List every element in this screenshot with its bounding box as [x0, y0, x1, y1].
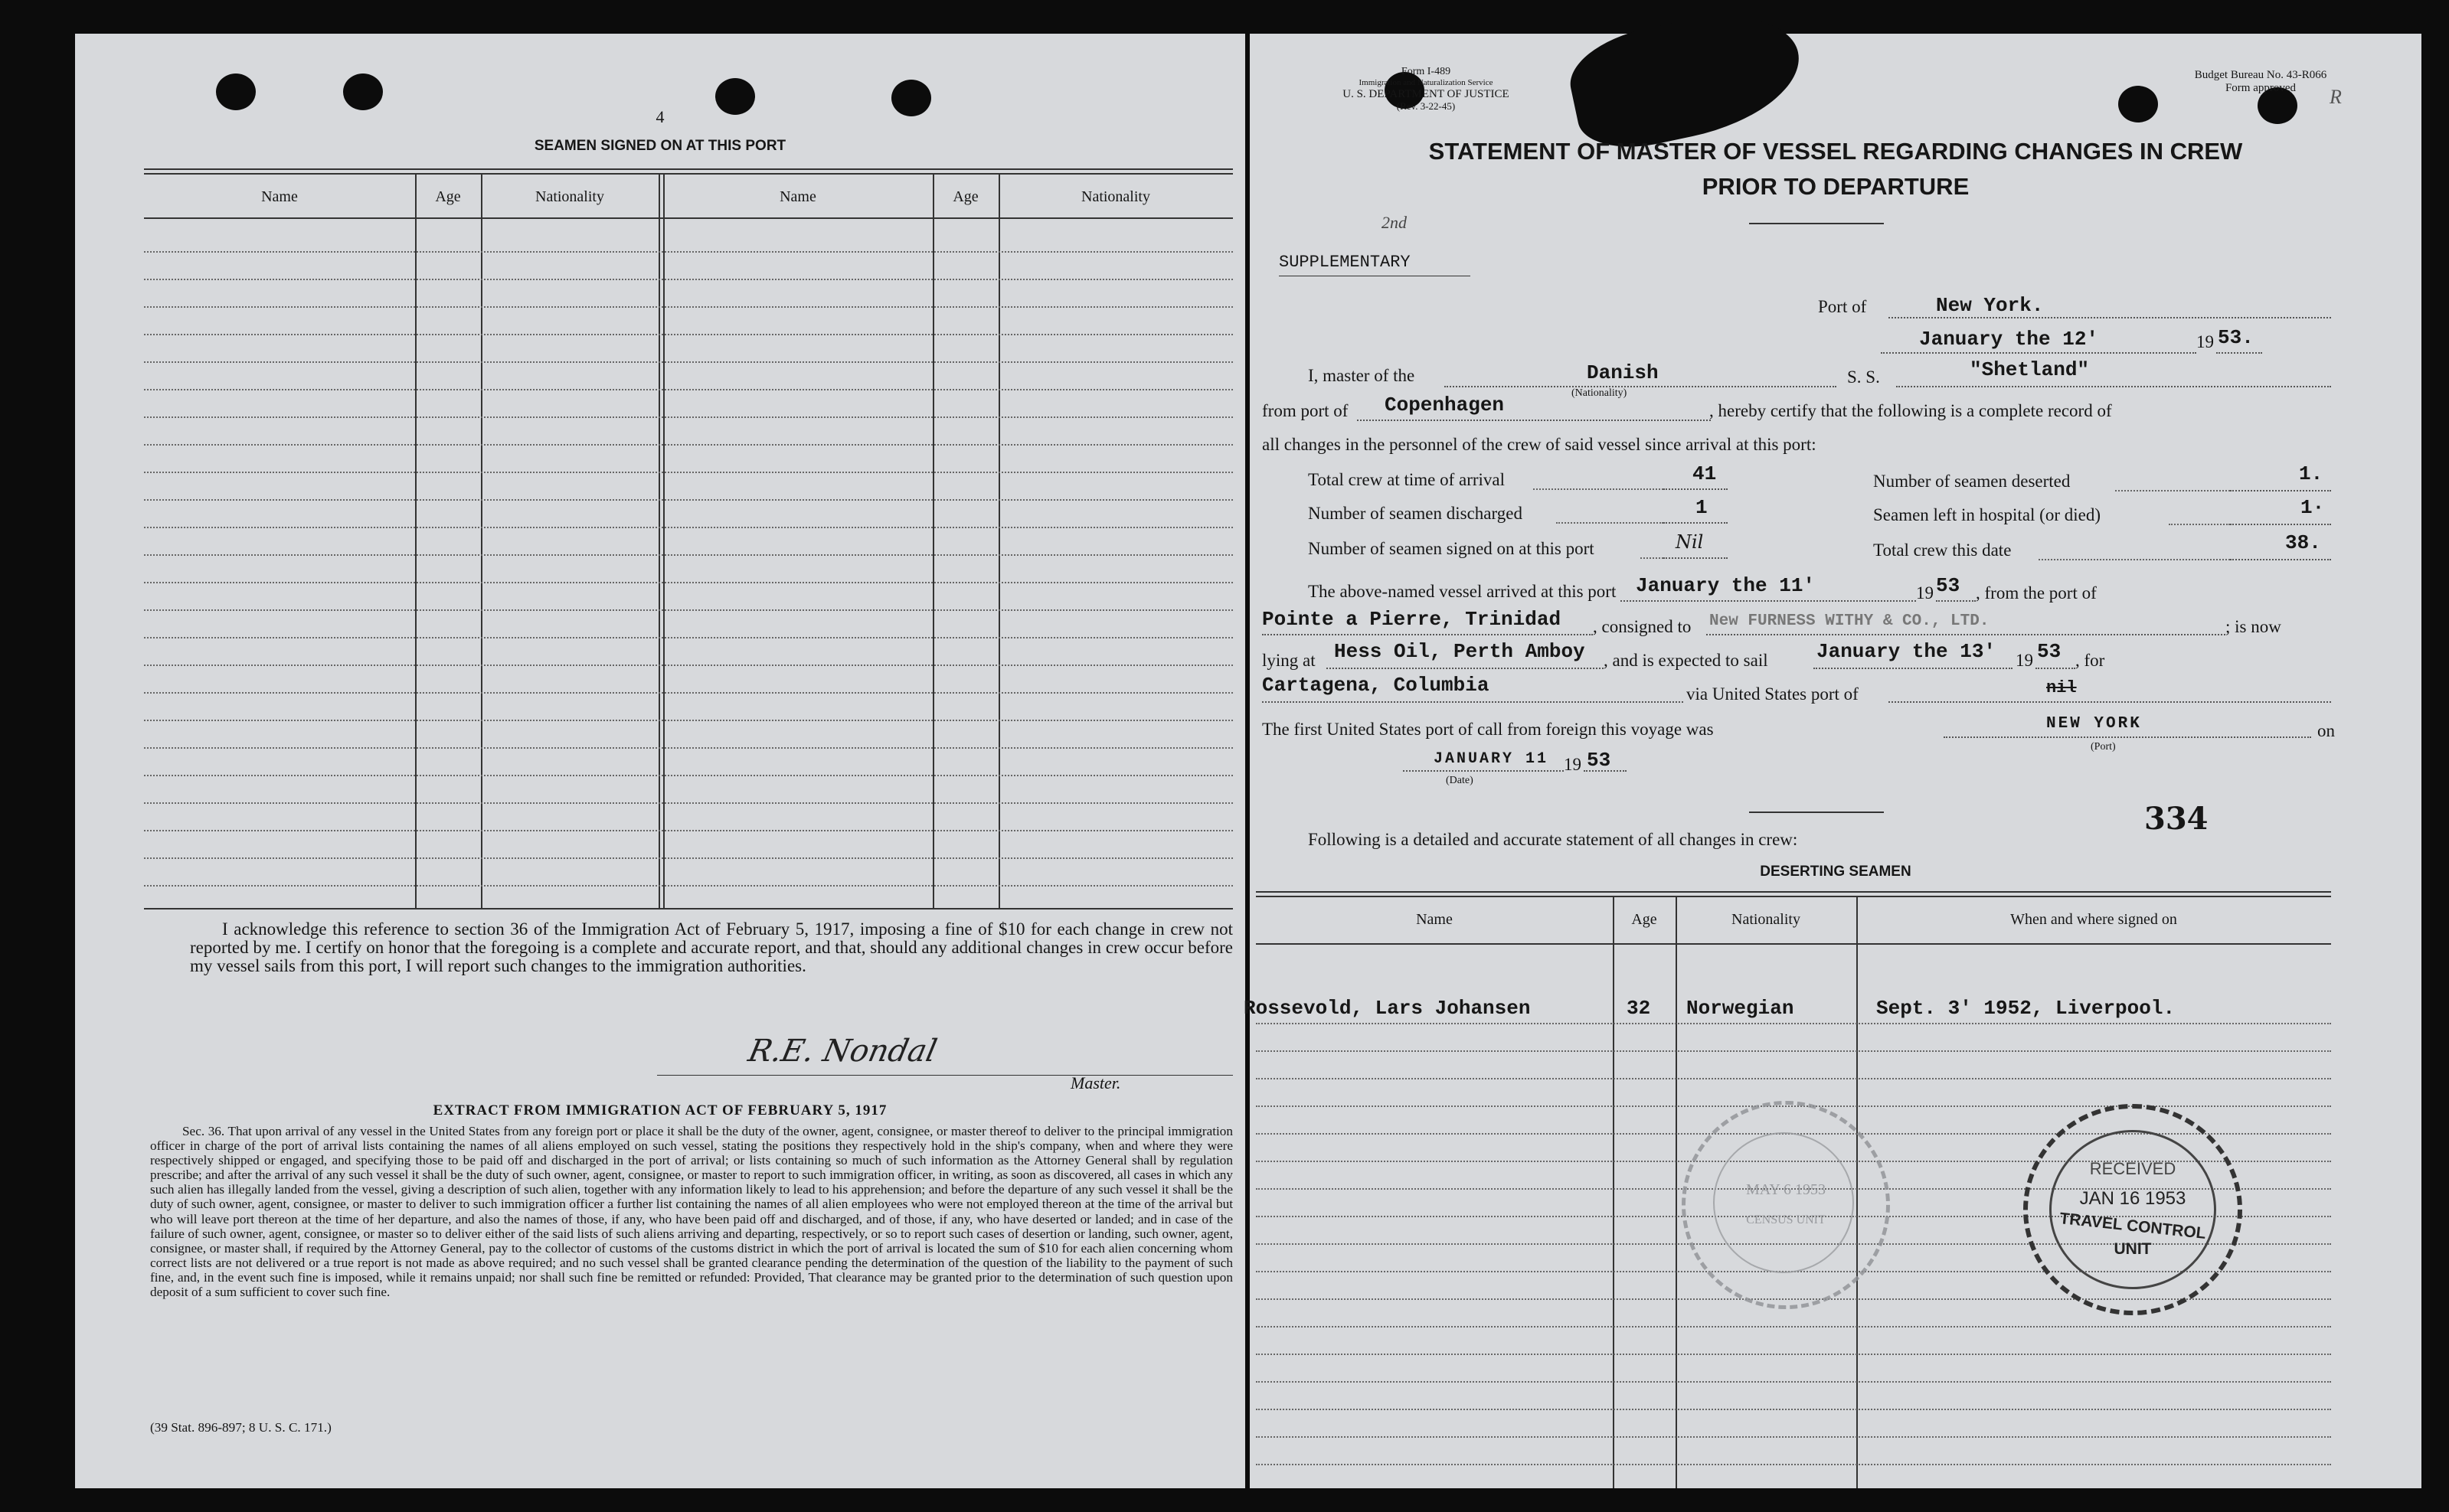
- form-number: 334: [2144, 801, 2209, 837]
- column-header-signed-on: When and where signed on: [2010, 911, 2177, 928]
- leader-dots: [1640, 557, 1663, 559]
- first-date: JANUARY 11: [1434, 750, 1549, 768]
- deserting-title: DESERTING SEAMEN: [1760, 864, 1911, 880]
- left-page: [75, 34, 1245, 1488]
- master-of-label: I, master of the: [1308, 366, 1415, 385]
- agency-label: Immigration and Naturalization Service: [1359, 78, 1493, 87]
- date-year-prefix: 19: [2196, 332, 2214, 351]
- sail-date: January the 13': [1816, 640, 1996, 663]
- arrived-year-fill: [1936, 600, 1976, 602]
- table-divider: [933, 173, 934, 908]
- empty-row-line: [144, 444, 1233, 446]
- table-rule: [144, 173, 1233, 175]
- deserter-signed-on: Sept. 3' 1952, Liverpool.: [1876, 997, 2176, 1020]
- from-port-fill: [1357, 420, 1711, 421]
- column-header-nationality: Nationality: [1731, 911, 1800, 928]
- port-label: Port of: [1818, 297, 1867, 316]
- via-label: via United States port of: [1686, 684, 1859, 704]
- table-rule: [1256, 943, 2331, 945]
- empty-row-line: [144, 720, 1233, 721]
- empty-row-line: [144, 885, 1233, 887]
- from-port-value: Copenhagen: [1385, 394, 1505, 416]
- empty-row-line: [144, 279, 1233, 280]
- leader-dots: [1533, 488, 1663, 490]
- signed-on-fill: [1663, 557, 1728, 559]
- discharged-value: 1: [1695, 496, 1708, 519]
- from-port-label: from port of: [1262, 401, 1349, 420]
- table-rule: [144, 168, 1233, 170]
- first-port-value: NEW YORK: [2046, 715, 2142, 733]
- nationality-caption: (Nationality): [1571, 387, 1627, 399]
- received-stamp-date: JAN 16 1953: [2079, 1188, 2186, 1209]
- port-value: New York.: [1936, 294, 2044, 317]
- port-fill: [1888, 317, 2331, 318]
- punch-hole: [216, 73, 256, 110]
- column-header-nationality: Nationality: [1081, 188, 1150, 205]
- leader-dots: [2039, 559, 2230, 560]
- consignee-fill: [1706, 634, 2225, 635]
- punch-hole: [343, 73, 383, 110]
- consignee: New FURNESS WITHY & CO., LTD.: [1709, 612, 1990, 630]
- empty-row-line: [144, 665, 1233, 666]
- sail-year: 53: [2037, 640, 2062, 663]
- budget-bureau: [2107, 69, 2414, 95]
- first-year-prefix: 19: [1564, 755, 1581, 774]
- arrived-date: January the 11': [1636, 574, 1816, 597]
- signed-on-value: Nil: [1676, 531, 1704, 553]
- first-year: 53: [1587, 749, 1611, 772]
- sail-date-fill: [1813, 668, 2012, 669]
- date-year: 53.: [2218, 326, 2254, 349]
- consigned-label: , consigned to: [1593, 617, 1692, 636]
- empty-row-line: [1256, 1409, 2331, 1410]
- year-fill: [2216, 352, 2262, 354]
- revision-label: (Rev. 3-22-45): [1396, 100, 1456, 112]
- master-label: Master.: [1071, 1073, 1121, 1092]
- section-rule: [1749, 812, 1884, 813]
- column-header-age: Age: [435, 188, 461, 205]
- lying-label: lying at: [1262, 651, 1316, 670]
- hospital-fill: [2230, 524, 2331, 525]
- lying-fill: [1326, 668, 1604, 669]
- department-label: U. S. DEPARTMENT OF JUSTICE: [1342, 88, 1509, 100]
- destination: Cartagena, Columbia: [1262, 674, 1489, 697]
- on-label: on: [2317, 721, 2335, 740]
- deserted-label: Number of seamen deserted: [1873, 472, 2071, 491]
- via-value: nil: [2046, 678, 2077, 697]
- table-rule: [1256, 891, 2331, 893]
- deserted-fill: [2230, 490, 2331, 491]
- empty-row-line: [144, 637, 1233, 638]
- empty-row-line: [144, 251, 1233, 253]
- received-stamp-unit: UNIT: [2114, 1240, 2152, 1258]
- form-title: STATEMENT OF MASTER OF VESSEL REGARDING CHANGES IN CREW: [1428, 138, 2243, 165]
- signed-on-table-title: SEAMEN SIGNED ON AT THIS PORT: [534, 138, 786, 154]
- table-divider: [1676, 896, 1677, 1488]
- nationality-value: Danish: [1587, 361, 1659, 384]
- first-port-fill: [1944, 736, 2311, 738]
- is-now-label: ; is now: [2225, 617, 2281, 636]
- empty-row-line: [144, 830, 1233, 831]
- first-port-label: The first United States port of call from foreign this voyage was: [1262, 720, 1714, 739]
- date-value: January the 12': [1919, 328, 2099, 351]
- column-header-name: Name: [261, 188, 298, 205]
- total-arrival-label: Total crew at time of arrival: [1308, 470, 1506, 489]
- signature-line: [657, 1075, 1233, 1076]
- deserter-name: Rossevold, Lars Johansen: [1244, 997, 1531, 1020]
- empty-row-line: [144, 472, 1233, 473]
- census-stamp-unit: CENSUS UNIT: [1746, 1213, 1826, 1226]
- received-stamp: [2023, 1104, 2242, 1315]
- corner-mark: R: [2330, 86, 2342, 108]
- empty-row-line: [144, 775, 1233, 776]
- ship-fill: [1896, 386, 2331, 387]
- empty-row-line: [144, 416, 1233, 418]
- expected-label: , and is expected to sail: [1604, 651, 1768, 670]
- empty-row-line: [144, 389, 1233, 390]
- empty-row-line: [144, 692, 1233, 694]
- empty-row-line: [1256, 1326, 2331, 1327]
- sail-year-fill: [2035, 668, 2075, 669]
- origin-port: Pointe a Pierre, Trinidad: [1262, 608, 1561, 631]
- total-now-fill: [2230, 559, 2331, 560]
- arrived-date-fill: [1620, 600, 1916, 602]
- leader-dots: [2115, 490, 2230, 491]
- column-header-age: Age: [953, 188, 979, 205]
- column-header-name: Name: [1416, 911, 1453, 928]
- sail-year-prefix: 19: [2016, 651, 2033, 670]
- total-now-value: 38.: [2285, 531, 2321, 554]
- acknowledgement-text: I acknowledge this reference to section 36 of the Immigration Act of February 5, 1917, imposing a fine of $10 for each change in crew not reported by me. I certify on honor that the foregoing is a complete and accurate report, and that, should any additional changes in crew occur before my vessel sails from this port, I will report such changes to the immigration authorities.: [190, 919, 1233, 975]
- received-stamp-label: RECEIVED: [2089, 1159, 2176, 1178]
- empty-row-line: [144, 361, 1233, 363]
- empty-row-line: [1256, 1023, 2331, 1024]
- empty-row-line: [144, 554, 1233, 556]
- page-number: 4: [656, 107, 665, 126]
- table-divider: [415, 173, 417, 908]
- date-fill: [1881, 352, 2196, 354]
- title-rule: [1749, 223, 1884, 224]
- hospital-label: Seamen left in hospital (or died): [1873, 505, 2101, 524]
- budget-number: Budget Bureau No. 43-R066: [2194, 69, 2327, 81]
- column-header-nationality: Nationality: [535, 188, 604, 205]
- extract-text: Sec. 36. That upon arrival of any vessel in the United States from any foreign port or place it shall be the duty of the owner, agent, consignee, or master thereof to deliver to the principal immigration officer in charge of the port of arrival lists containing the names of all aliens employed on such vessel, stating the positions they respectively hold in the ship's company, when and where they were respectively shipped or engaged, and specifying those to be paid off and discharged in the port of arrival; or lists containing so much of such information as the Attorney General shall by regulation prescribe; and after the arrival of any such vessel it shall be the duty of such owner, agent, consignee, or master to report to such immigration officer, in writing, as soon as discovered, all cases in which any such alien has illegally landed from the vessel, giving a description of such alien, together with any information likely to lead to his apprehension; and before the departure of any such vessel it shall be the duty of such owner, agent, consignee, or master to deliver to such immigration officer a further list containing the names of all alien employees who were not employed thereon at the time of the arrival but who will leave port thereon at the time of her departure, and also the names of those, if any, who have been paid off and discharged, and of those, if any, who have deserted or landed; and in case of the failure of such owner, agent, consignee, or master so to deliver either of the said lists of such aliens arriving and departing, respectively, or so to report such cases of desertion or landing, such owner, agent, consignee, or master shall, if required by the Attorney General, pay to the collector of customs of the customs district in which the port of arrival is located the sum of $10 for each alien concerning whom correct lists are not delivered or a true report is not made as above required; and no such vessel shall be granted clearance pending the determination of the question of the liability to the payment of such fine, and, in the event such fine is imposed, while it remains unpaid; nor shall such fine be remitted or refunded: Provided, That clearance may be granted prior to the determination of such question upon deposit of a sum sufficient to cover such fine.: [150, 1124, 1233, 1300]
- empty-row-line: [144, 499, 1233, 501]
- form-approved: Form approved: [2225, 82, 2297, 94]
- census-stamp: [1682, 1101, 1890, 1309]
- certify-text: , hereby certify that the following is a complete record of: [1709, 401, 2112, 420]
- empty-row-line: [144, 747, 1233, 749]
- leader-dots: [2169, 524, 2230, 525]
- table-divider: [659, 173, 660, 908]
- arrived-label: The above-named vessel arrived at this port: [1308, 582, 1617, 601]
- form-subtitle: PRIOR TO DEPARTURE: [1702, 173, 1970, 200]
- torn-corner: [1562, 0, 1811, 159]
- first-date-fill: [1403, 770, 1564, 772]
- leader-dots: [1556, 522, 1663, 524]
- handwritten-mark: 2nd: [1381, 213, 1407, 232]
- empty-row-line: [144, 527, 1233, 528]
- destination-fill: [1262, 701, 1683, 703]
- master-signature: R.E. Nondal: [745, 1034, 940, 1069]
- arrived-year-prefix: 19: [1916, 583, 1934, 603]
- ship-name: "Shetland": [1970, 358, 2090, 381]
- discharged-fill: [1663, 522, 1728, 524]
- discharged-label: Number of seamen discharged: [1308, 504, 1522, 523]
- empty-row-line: [1256, 1381, 2331, 1383]
- empty-row-line: [144, 334, 1233, 335]
- total-arrival-fill: [1663, 488, 1728, 490]
- from-port-of-label: , from the port of: [1976, 583, 2097, 603]
- total-now-label: Total crew this date: [1873, 540, 2012, 560]
- column-header-name: Name: [780, 188, 816, 205]
- table-divider: [999, 173, 1000, 908]
- right-page: [1244, 34, 2421, 1488]
- empty-row-line: [144, 609, 1233, 611]
- signed-on-label: Number of seamen signed on at this port: [1308, 539, 1594, 558]
- origin-port-fill: [1262, 634, 1593, 635]
- certify-text-continued: all changes in the personnel of the crew of said vessel since arrival at this port:: [1262, 435, 1816, 454]
- table-rule: [1256, 896, 2331, 897]
- empty-row-line: [144, 582, 1233, 583]
- empty-row-line: [144, 802, 1233, 804]
- port-caption: (Port): [2091, 741, 2116, 753]
- column-header-age: Age: [1631, 911, 1657, 928]
- census-stamp-date: MAY 6 1953: [1745, 1181, 1826, 1198]
- extract-title: EXTRACT FROM IMMIGRATION ACT OF FEBRUARY 5, 1917: [433, 1102, 888, 1118]
- empty-row-line: [144, 857, 1233, 859]
- date-caption: (Date): [1446, 775, 1473, 786]
- for-label: , for: [2075, 651, 2105, 670]
- received-stamp-unit-name: TRAVEL CONTROL: [2058, 1210, 2207, 1243]
- form-header: [1273, 66, 1579, 112]
- extract-citation: (39 Stat. 896-897; 8 U. S. C. 171.): [150, 1420, 332, 1435]
- nationality-fill: [1444, 386, 1836, 387]
- following-text: Following is a detailed and accurate statement of all changes in crew:: [1308, 830, 1798, 849]
- arrived-year: 53: [1936, 574, 1960, 597]
- empty-row-line: [1256, 1078, 2331, 1079]
- total-arrival-value: 41: [1692, 462, 1717, 485]
- hospital-value: 1·: [2300, 496, 2325, 519]
- ss-label: S. S.: [1847, 367, 1880, 387]
- table-rule: [144, 217, 1233, 219]
- empty-row-line: [1256, 1464, 2331, 1465]
- empty-row-line: [1256, 1436, 2331, 1438]
- empty-row-line: [1256, 1354, 2331, 1355]
- via-fill: [1888, 701, 2331, 703]
- table-divider: [1613, 896, 1614, 1488]
- table-divider: [663, 173, 665, 908]
- supplementary-stamp: SUPPLEMENTARY: [1279, 253, 1411, 272]
- empty-row-line: [1256, 1050, 2331, 1052]
- table-divider: [481, 173, 482, 908]
- table-rule: [144, 908, 1233, 909]
- empty-row-line: [144, 306, 1233, 308]
- deserter-nationality: Norwegian: [1686, 997, 1794, 1020]
- lying-value: Hess Oil, Perth Amboy: [1334, 640, 1585, 663]
- deserter-age: 32: [1627, 997, 1651, 1020]
- deserted-value: 1.: [2299, 462, 2323, 485]
- form-number-label: Form I-489: [1401, 66, 1451, 77]
